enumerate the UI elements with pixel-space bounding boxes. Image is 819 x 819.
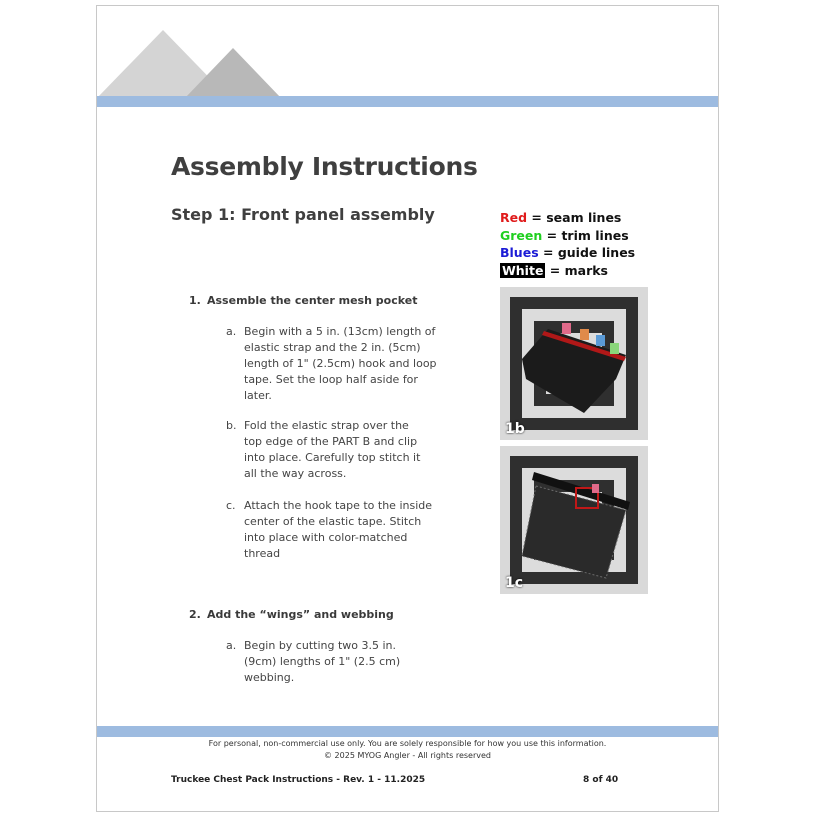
instruction-2a: a. Begin by cutting two 3.5 in. (9cm) lengths of 1" (2.5 cm) webbing. — [226, 639, 401, 684]
photo-1b — [500, 287, 648, 440]
instruction-item-2: 2. Add the “wings” and webbing — [189, 608, 394, 621]
photo-1b-caption: 1b — [505, 421, 525, 437]
page-title: Assembly Instructions — [171, 152, 478, 181]
photo-1c — [500, 446, 648, 594]
copyright-notice: For personal, non-commercial use only. You are solely responsible for how you use this information. © 2025 MYOG Angler - All rights reserved — [208, 739, 607, 760]
document-page — [96, 5, 719, 812]
legend-white: White = marks — [502, 262, 608, 278]
page-number: 8 of 40 — [583, 775, 619, 785]
legend-blue: Blues = guide lines — [500, 245, 636, 260]
instruction-1c: c. Attach the hook tape to the inside center of the elastic tape. Stitch into place with color-matched thread — [226, 499, 433, 560]
color-legend — [500, 209, 635, 279]
header-band — [97, 96, 718, 107]
mountains-logo — [97, 26, 297, 106]
step-heading: Step 1: Front panel assembly — [171, 205, 435, 224]
legend-green: Green = trim lines — [500, 227, 629, 243]
photo-1c-caption: 1c — [505, 575, 524, 591]
instruction-1b: b. Fold the elastic strap over the top edge of the PART B and clip into place. Carefully top stitch it all the way across. — [226, 419, 421, 480]
footer-doc-title: Truckee Chest Pack Instructions - Rev. 1 - 11.2025 — [171, 775, 426, 785]
instruction-item-1: 1. Assemble the center mesh pocket — [189, 294, 418, 307]
legend-red: Red = seam lines — [500, 210, 622, 225]
footer-band — [97, 726, 718, 737]
instruction-1a: a. Begin with a 5 in. (13cm) length of elastic strap and the 2 in. (5cm) length of 1" (2.5cm) hook and loop tape. Set the loop half aside for later. — [226, 325, 437, 402]
